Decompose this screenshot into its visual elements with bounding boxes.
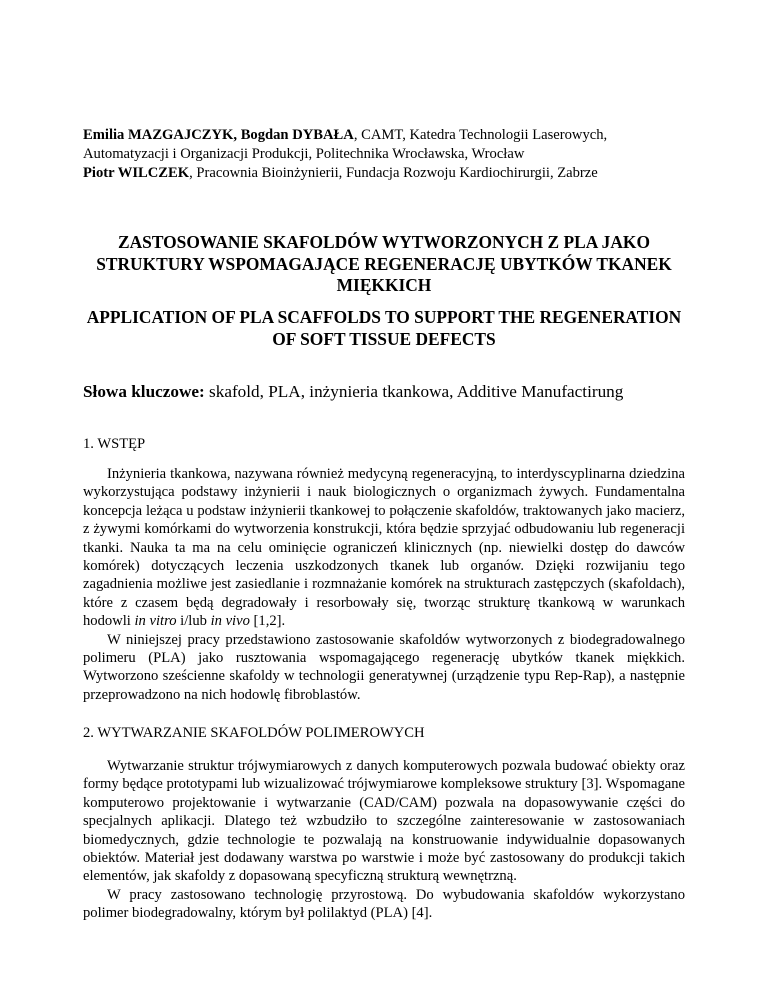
manufacturing-paragraph-1: Wytwarzanie struktur trójwymiarowych z danych komputerowych pozwala budować obiekty oraz formy będące prototypami lub wizualizować trójwymiarowe kompleksowe struktury [3]. Wspomagane komputerowo projektowanie i wytwarzanie (CAD/CAM) pozwala na dopasowywanie części do specjalnych aplikacji. Dlatego też wzbudziło to szczególne zainteresowanie w zastosowaniach biomedycznych, gdzie technologie te pozwalają na konstruowanie indywidualnie dopasowanych obiektów. Materiał jest dodawany warstwa po warstwie i może być zastosowany do produkcji takich elementów, jak skafoldy z dopasowaną specyficzną strukturą wewnętrzną. [83, 758, 685, 885]
keywords-text: skafold, PLA, inżynieria tkankowa, Additive Manufactirung [204, 382, 624, 401]
manufacturing-paragraph-2: W pracy zastosowano technologię przyrostową. Do wybudowania skafoldów wykorzystano polimer biodegradowalny, którym był polilaktyd (PLA) [4]. [83, 886, 685, 922]
title-polish: ZASTOSOWANIE SKAFOLDÓW WYTWORZONYCH Z PLA JAKO STRUKTURY WSPOMAGAJĄCE REGENERACJĘ UBYTKÓW TKANEK MIĘKKICH [96, 232, 672, 295]
intro-paragraph-1-cite: [1,2]. [249, 613, 286, 630]
in-vitro-term: in vitro [134, 613, 177, 630]
keywords [83, 381, 685, 403]
intro-paragraph-1-join: i/lub [176, 613, 211, 630]
intro-paragraph-1: Inżynieria tkankowa, nazywana również medycyną regeneracyjną, to interdyscyplinarna dziedzina wykorzystująca podstawy inżynierii i nauk biologicznych o organizmach żywych. Fundamentalna koncepcja leżąca u podstaw inżynierii tkankowej to połączenie skafoldów, traktowanych jako macierz, z żywymi komórkami do wytworzenia konstrukcji, która będzie sprzyjać odbudowaniu lub regeneracji tkanki. Nauka ta ma na celu ominięcie ograniczeń klinicznych (np. niewielki dostęp do dawców komórek) dotyczących leczenia uszkodzonych tkanek lub organów. Dzięki rozwijaniu tego zagadnienia możliwe jest zasiedlanie i rozmnażanie komórek na strukturach zastępczych (skafoldach), które z czasem będą degradowały i resorbowały się, tworząc strukturę tkankową w warunkach hodowli [83, 466, 685, 630]
section-heading-manufacturing: 2. WYTWARZANIE SKAFOLDÓW POLIMEROWYCH [83, 725, 425, 741]
title-english: APPLICATION OF PLA SCAFFOLDS TO SUPPORT THE REGENERATION OF SOFT TISSUE DEFECTS [86, 307, 682, 349]
author2-name: Piotr WILCZEK [83, 165, 190, 181]
section-introduction-body [83, 465, 685, 704]
author1-affiliation: , CAMT, Katedra Technologii Laserowych, Automatyzacji i Organizacji Produkcji, Politechnika Wrocławska, Wrocław [83, 127, 608, 162]
author1-names: Emilia MAZGAJCZYK, Bogdan DYBAŁA [83, 127, 354, 143]
section-manufacturing-body [83, 757, 685, 923]
author2-affiliation: , Pracownia Bioinżynierii, Fundacja Rozwoju Kardiochirurgii, Zabrze [189, 165, 598, 181]
intro-paragraph-2: W niniejszej pracy przedstawiono zastosowanie skafoldów wytworzonych z biodegradowalnego polimeru (PLA) jako rusztowania wspomagającego regenerację ubytków tkanek miękkich. Wytworzono sześcienne skafoldy w technologii generatywnej (urządzenie typu Rep-Rap), a następnie przeprowadzono na nich hodowlę fibroblastów. [83, 631, 685, 703]
keywords-label: Słowa kluczowe: [83, 382, 205, 401]
section-heading-introduction: 1. WSTĘP [83, 436, 146, 452]
in-vivo-term: in vivo [210, 613, 250, 630]
author-block [83, 126, 693, 183]
